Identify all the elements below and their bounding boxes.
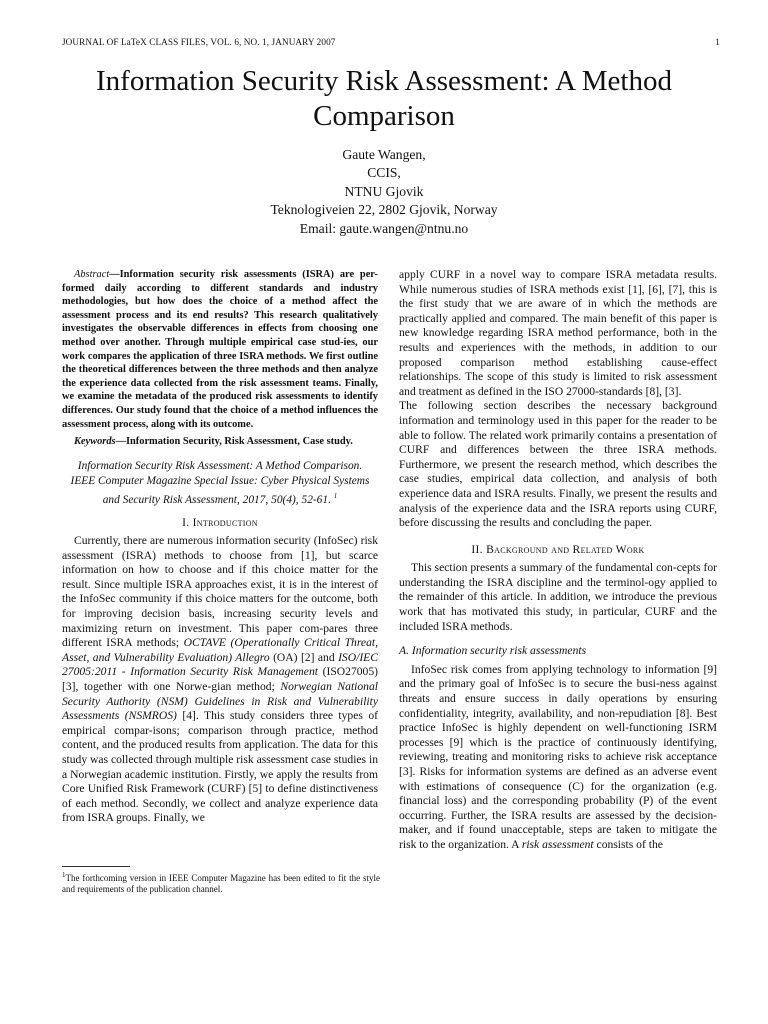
keywords-text: —Information Security, Risk Assessment, Case study. bbox=[115, 436, 353, 448]
right-column bbox=[399, 268, 717, 853]
running-head bbox=[62, 37, 720, 47]
section-heading-background: II. Background and Related Work bbox=[471, 542, 645, 556]
intro-iso: ISO/IEC 27005:2011 - Information Security Risk Management bbox=[62, 650, 378, 679]
intro-text-a: Currently, there are numerous information security (InfoSec) risk assessment (ISRA) methods to choose from [1], but scarce information on how to choose and if this choice matter for the result. Since multiple ISRA approaches exist, it is in the interest of the InfoSec community if this choice matters for the outcome, both for improving decision basis, increasing security levels and maximizing return on investment. This paper com-pares three different ISRA methods; bbox=[62, 534, 378, 650]
paper-title: Information Security Risk Assessment: A Method Comparison bbox=[96, 65, 672, 132]
author-email: Email: gaute.wangen@ntnu.no bbox=[299, 220, 469, 236]
citation-note bbox=[62, 459, 378, 508]
author-institution: NTNU Gjovik bbox=[344, 183, 424, 199]
author-dept: CCIS, bbox=[367, 165, 401, 181]
intro-paragraph bbox=[62, 534, 378, 826]
section-heading-introduction: I. Introduction bbox=[182, 515, 258, 529]
isra-paragraph bbox=[399, 663, 717, 853]
left-column bbox=[62, 268, 378, 826]
intro-continued-paragraph: apply CURF in a novel way to compare ISRA metadata results. While numerous studies of ISRA methods exist [1], [6], [7], this is the first study that we are aware of in which the methods are practically applied and compared. The main benefit of this paper is new knowledge regarding ISRA method performance, both in the results and experiences with the methods, in addition to our proposed comparison method establishing cause-effect relationships. The scope of this study is limited to risk assessment and treatment as defined in the ISO 27000-standards [8], [3]. bbox=[399, 268, 717, 398]
author-block bbox=[100, 146, 668, 238]
keywords bbox=[62, 435, 378, 449]
intro-text-b: (OA) [2] and bbox=[273, 650, 335, 664]
page-number: 1 bbox=[715, 37, 720, 47]
isra-risk-assessment-term: risk assessment bbox=[521, 837, 594, 851]
subsection-heading-isra: A. Information security risk assessments bbox=[399, 644, 587, 658]
isra-text-b: consists of the bbox=[596, 837, 663, 851]
intro-text-c: (ISO27005) [3], together with one Norwe-gian method; bbox=[62, 665, 378, 694]
intro-nsm: Norwegian National Security Authority (NSM) Guidelines in Risk and Vulnerability Assessments (NSMROS) bbox=[62, 680, 378, 723]
keywords-label: Keywords bbox=[74, 436, 116, 448]
isra-text-a: InfoSec risk comes from applying technology to information [9] and the primary goal of InfoSec is to secure the busi-ness against threats and ensure success in daily operations by ensuring confidentiality, integrity, availability, and non-repudiation [8]. Best practice InfoSec is highly dependent on well-functioning ISRM processes [9] which is the practice of continuously identifying, reviewing, treating and monitoring risks to achieve risk acceptance [3]. Risks for information systems are defined as an adverse event with estimations of consequence (C) for the organization (e.g. financial loss) and the corresponding probability (P) of the event occurring. Further, the ISRA results are assessed by the decision-maker, and if found unacceptable, steps are taken to mitigate the risk to the organization. A bbox=[399, 662, 717, 851]
author-name: Gaute Wangen, bbox=[342, 147, 426, 162]
footnote-number: 1 bbox=[62, 871, 66, 879]
citation-text: Information Security Risk Assessment: A Method Comparison. IEEE Computer Magazine Special Issue: Cyber Physical Systems and Security Risk Assessment, 2017, 50(4), 52-61. bbox=[70, 459, 370, 506]
background-paragraph: This section presents a summary of the fundamental con-cepts for understanding the ISRA discipline and the terminol-ogy applied to the remainder of this article. In addition, we introduce the previous work that has motivated this study, in particular, CURF and the included ISRA methods. bbox=[399, 561, 717, 633]
footnote-text: The forthcoming version in IEEE Computer Magazine has been edited to fit the style and requirements of the publication channel. bbox=[62, 873, 380, 895]
outline-paragraph: The following section describes the necessary background information and terminology used in this paper for the reader to be able to follow. The related work primarily contains a presentation of CURF and differences between the three ISRA methods. Furthermore, we present the research method, which describes the case studies, empirical data collection, and analysis of both experience data and ISRA results. Finally, we present the results and analysis of the experience data and the ISRA reports using CURF, before discussing the results and concluding the paper. bbox=[399, 399, 717, 530]
intro-octave: OCTAVE (Operationally Critical Threat, Asset, and Vulnerability Evaluation) Allegro bbox=[62, 636, 378, 664]
abstract-label: Abstract bbox=[74, 269, 110, 280]
footnote-rule bbox=[62, 866, 130, 867]
abstract bbox=[62, 268, 378, 431]
intro-text-d: [4]. This study considers three types of empirical compar-isons; comparison through practice, method content, and the produced results from application. The data for this study was collected through multiple risk assessment case studies in a Norwegian academic institution. Firstly, we apply the results from Core Unified Risk Framework (CURF) [5] to define distinctiveness of each method. Secondly, we collect and analyze experience data from ISRA groups. Finally, we bbox=[62, 709, 378, 825]
author-address: Teknologiveien 22, 2802 Gjovik, Norway bbox=[270, 202, 498, 218]
journal-line: JOURNAL OF LaTeX CLASS FILES, VOL. 6, NO. 1, JANUARY 2007 bbox=[62, 37, 336, 47]
footnote-mark: 1 bbox=[333, 491, 338, 500]
abstract-text: —Information security risk assessments (ISRA) are per-formed daily according to different standards and industry methodologies, but how does the choice of a method affect the assessment process and its end results? This research qualitatively investigates the observable differences in effects from choosing one method over another. Through multiple empirical case stud-ies, our work compares the application of three ISRA methods. We first outline the theoretical differences between the three methods and then analyze the experience data collected from the risk assessment teams. Finally, we examine the metadata of the produced risk assessments to identify differences. Our study found that the choice of a method influences the assessment process, along with its outcome. bbox=[62, 269, 378, 430]
footnote bbox=[62, 870, 380, 896]
